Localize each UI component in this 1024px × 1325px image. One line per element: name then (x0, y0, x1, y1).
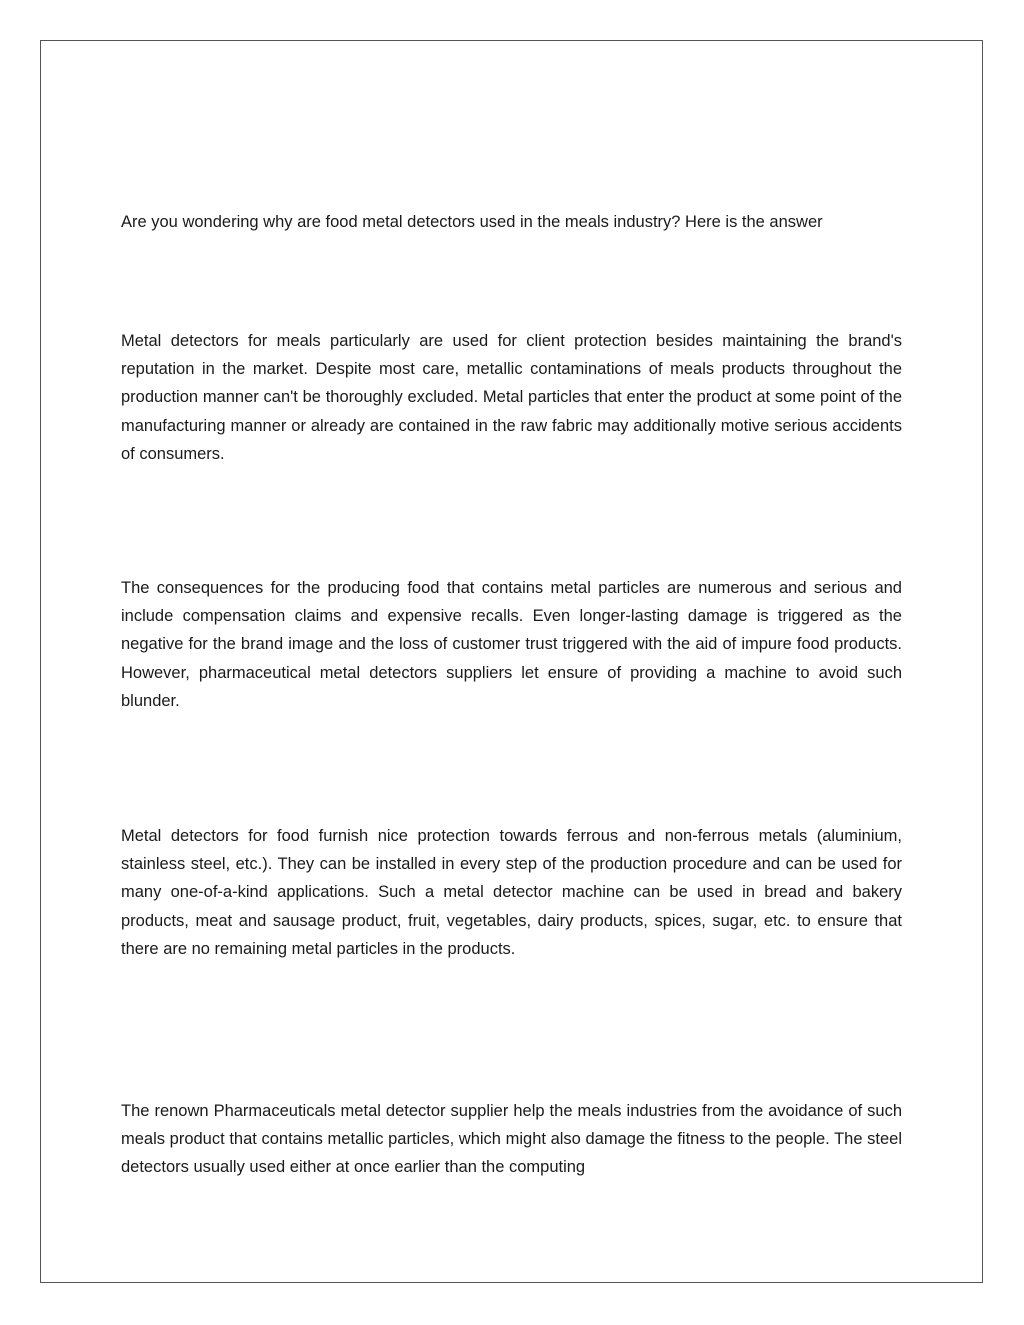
paragraph-protection-applications: Metal detectors for food furnish nice protection towards ferrous and non-ferrous metals (aluminium, stainless steel, etc.). They can be installed in every step of the production procedure and can be used for many one-of-a-kind applications. Such a metal detector machine can be used in bread and bakery products, meat and sausage product, fruit, vegetables, dairy products, spices, sugar, etc. to ensure that there are no remaining metal particles in the products. (121, 827, 902, 958)
paragraph-client-protection: Metal detectors for meals particularly are used for client protection besides maintaining the brand's reputation in the market. Despite most care, metallic contaminations of meals products throughout the production manner can't be thoroughly excluded. Metal particles that enter the product at some point of the manufacturing manner or already are contained in the raw fabric may additionally motive serious accidents of consumers. (121, 332, 902, 463)
paragraph-intro: Are you wondering why are food metal detectors used in the meals industry? Here is the answer (121, 213, 823, 231)
paragraph-supplier: The renown Pharmaceuticals metal detector supplier help the meals industries from the avoidance of such meals product that contains metallic particles, which might also damage the fitness to the people. The steel detectors usually used either at once earlier than the computing (121, 1102, 902, 1177)
paragraph-consequences: The consequences for the producing food that contains metal particles are numerous and serious and include compensation claims and expensive recalls. Even longer-lasting damage is triggered as the negative for the brand image and the loss of customer trust triggered with the aid of impure food products. However, pharmaceutical metal detectors suppliers let ensure of providing a machine to avoid such blunder. (121, 579, 902, 710)
